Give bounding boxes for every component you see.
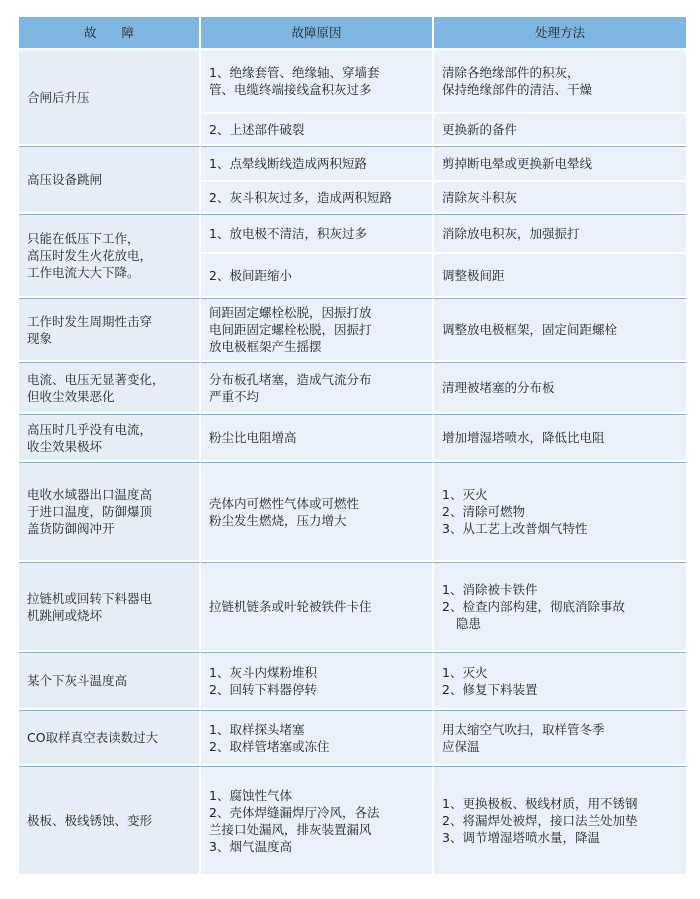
fault-cell: 只能在低压下工作， 高压时发生火花放电， 工作电流大大下降。 (19, 214, 201, 298)
fault-cell: 拉链机或回转下料器电 机跳闸或烧坏 (19, 562, 201, 652)
fault-cell: 高压时几乎没有电流， 收尘效果极坏 (19, 414, 201, 462)
solution-cell: 用太缩空气吹扫，取样管冬季 应保温 (434, 710, 686, 766)
cause-cell: 2、上述部件破裂 (201, 114, 434, 146)
cause-cell: 1、灰斗内煤粉堆积 2、回转下料器停转 (201, 652, 434, 710)
header-fault: 故 障 (19, 17, 201, 50)
cause-cell: 2、极间距缩小 (201, 254, 434, 298)
cause-cell: 壳体内可燃性气体或可燃性 粉尘发生燃烧，压力增大 (201, 462, 434, 562)
fault-cell: 电流、电压无显著变化， 但收尘效果恶化 (19, 362, 201, 414)
solution-cell: 调整极间距 (434, 254, 686, 298)
solution-cell: 1、更换极板、极线材质，用不锈钢 2、将漏焊处被焊，接口法兰处加垫 3、调节增湿塔喷水量，降温 (434, 766, 686, 876)
header-solution: 处理方法 (434, 17, 686, 50)
cause-cell: 1、绝缘套管、绝缘轴、穿墙套 管、电缆终端接线盒积灰过多 (201, 50, 434, 114)
solution-cell: 消除放电积灰，加强振打 (434, 214, 686, 254)
cause-cell: 2、灰斗积灰过多，造成两积短路 (201, 182, 434, 214)
solution-cell: 1、灭火 2、清除可燃物 3、从工艺上改普烟气特性 (434, 462, 686, 562)
solution-cell: 增加增湿塔喷水，降低比电阻 (434, 414, 686, 462)
cause-cell: 粉尘比电阻增高 (201, 414, 434, 462)
solution-cell: 清除各绝缘部件的积灰， 保持绝缘部件的清洁、干燥 (434, 50, 686, 114)
table-row (19, 362, 686, 414)
cause-cell: 1、腐蚀性气体 2、壳体焊缝漏焊厅冷风，各法 兰接口处漏风，排灰装置漏风 3、烟气温度高 (201, 766, 434, 876)
fault-cell: CO取样真空表读数过大 (19, 710, 201, 766)
table-row (19, 562, 686, 652)
fault-cell: 工作时发生周期性击穿 现象 (19, 298, 201, 362)
table-row (19, 710, 686, 766)
cause-cell: 间距固定螺栓松脱，因振打放 电间距固定螺栓松脱，因振打 放电极框架产生摇摆 (201, 298, 434, 362)
fault-cell: 电收水域器出口温度高 于进口温度，防御爆顶 盖货防御阀冲开 (19, 462, 201, 562)
solution-cell: 调整放电极框架，固定间距螺栓 (434, 298, 686, 362)
cause-cell: 1、点晕线断线造成两积短路 (201, 146, 434, 182)
table-row (19, 414, 686, 462)
table-row (19, 462, 686, 562)
table-row (19, 50, 686, 114)
fault-table-wrapper (19, 17, 686, 876)
cause-cell: 分布板孔堵塞，造成气流分布 严重不均 (201, 362, 434, 414)
solution-cell: 1、灭火 2、修复下料装置 (434, 652, 686, 710)
solution-cell: 剪掉断电晕或更换新电晕线 (434, 146, 686, 182)
solution-cell: 1、消除被卡铁件 2、检查内部构建，彻底消除事故 隐患 (434, 562, 686, 652)
solution-cell: 清除灰斗积灰 (434, 182, 686, 214)
table-row (19, 652, 686, 710)
fault-cell: 某个下灰斗温度高 (19, 652, 201, 710)
cause-cell: 拉链机链条或叶轮被铁件卡住 (201, 562, 434, 652)
table-row (19, 214, 686, 254)
cause-cell: 1、取样探头堵塞 2、取样管堵塞或冻住 (201, 710, 434, 766)
fault-cell: 合闸后升压 (19, 50, 201, 146)
solution-cell: 更换新的备件 (434, 114, 686, 146)
header-cause: 故障原因 (201, 17, 434, 50)
cause-cell: 1、放电极不清洁，积灰过多 (201, 214, 434, 254)
table-row (19, 146, 686, 182)
table-row (19, 766, 686, 876)
table-header-row (19, 17, 686, 50)
fault-cell: 极板、极线锈蚀、变形 (19, 766, 201, 876)
fault-cell: 高压设备跳闸 (19, 146, 201, 214)
fault-table (19, 17, 686, 876)
table-row (19, 298, 686, 362)
solution-cell: 清理被堵塞的分布板 (434, 362, 686, 414)
